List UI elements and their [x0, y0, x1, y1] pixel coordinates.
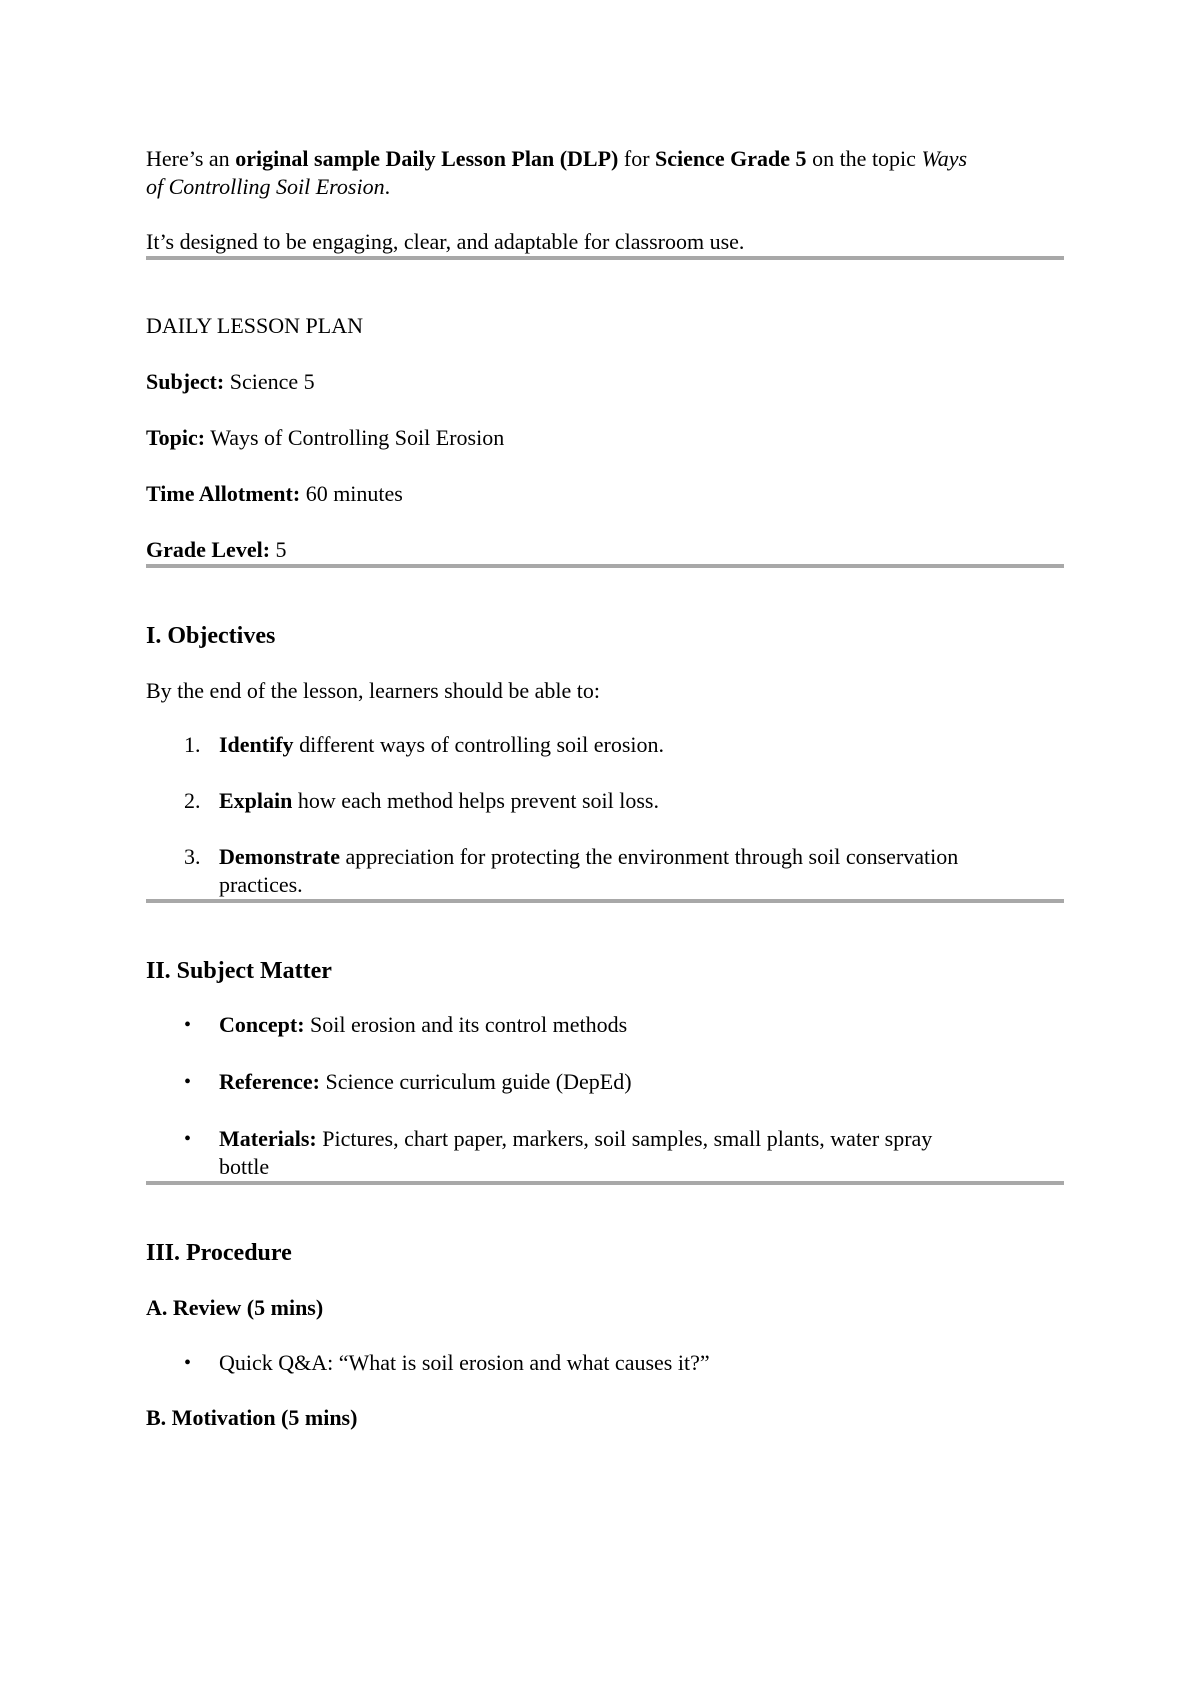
- subject-matter-list: [146, 1011, 1064, 1181]
- intro-italic-topic: Ways: [921, 146, 968, 171]
- section-heading-objectives: I. Objectives: [146, 623, 276, 649]
- plan-field-grade-level: [146, 536, 1064, 564]
- intro-bold-dlp: original sample Daily Lesson Plan (DLP): [235, 146, 619, 171]
- intro-text: on the topic: [806, 146, 922, 171]
- list-item: [146, 1349, 1064, 1377]
- list-item: [146, 787, 1064, 815]
- item-label: Concept:: [219, 1012, 305, 1037]
- horizontal-divider: [146, 256, 1064, 260]
- objective-text: different ways of controlling soil erosion.: [293, 732, 665, 757]
- field-value: Ways of Controlling Soil Erosion: [205, 425, 505, 450]
- objective-verb: Explain: [219, 788, 293, 813]
- list-number: 3.: [184, 844, 201, 869]
- intro-italic-topic: of Controlling Soil Erosion: [146, 174, 385, 199]
- item-label: Materials:: [219, 1126, 317, 1151]
- bullet-icon: •: [184, 1352, 192, 1374]
- field-label: Topic:: [146, 425, 206, 450]
- bullet-icon: •: [184, 1014, 192, 1036]
- review-list: [146, 1349, 1064, 1377]
- plan-field-subject: [146, 368, 1064, 396]
- intro-text: Here’s an: [146, 146, 236, 171]
- subsection-heading-motivation: B. Motivation (5 mins): [146, 1405, 358, 1430]
- list-item: [146, 843, 1064, 899]
- objectives-list: [146, 731, 1064, 899]
- objective-text: appreciation for protecting the environment through soil conservation: [339, 844, 959, 869]
- field-label: Subject:: [146, 369, 225, 394]
- field-value: Science 5: [224, 369, 315, 394]
- field-label: Grade Level:: [146, 537, 271, 562]
- document-page: [146, 145, 1064, 1432]
- plan-field-topic: [146, 424, 1064, 452]
- horizontal-divider: [146, 564, 1064, 568]
- objectives-intro: By the end of the lesson, learners should be able to:: [146, 678, 600, 703]
- field-label: Time Allotment:: [146, 481, 301, 506]
- bullet-icon: •: [184, 1071, 192, 1093]
- section-heading-procedure: III. Procedure: [146, 1240, 292, 1266]
- intro-paragraph-2: It’s designed to be engaging, clear, and adaptable for classroom use.: [146, 229, 745, 254]
- objective-text: how each method helps prevent soil loss.: [292, 788, 659, 813]
- plan-field-time-allotment: [146, 480, 1064, 508]
- field-value: 5: [270, 537, 287, 562]
- field-value: 60 minutes: [300, 481, 403, 506]
- bullet-icon: •: [184, 1128, 192, 1150]
- list-item: [146, 1068, 1064, 1096]
- section-heading-subject-matter: II. Subject Matter: [146, 958, 332, 984]
- item-text: bottle: [219, 1154, 270, 1179]
- plan-title: DAILY LESSON PLAN: [146, 313, 363, 338]
- horizontal-divider: [146, 1181, 1064, 1185]
- list-item: [146, 1125, 1064, 1181]
- list-number: 2.: [184, 788, 201, 813]
- list-item: [146, 731, 1064, 759]
- objective-verb: Identify: [219, 732, 294, 757]
- item-text: Science curriculum guide (DepEd): [319, 1069, 632, 1094]
- list-number: 1.: [184, 732, 201, 757]
- objective-verb: Demonstrate: [219, 844, 340, 869]
- list-item: [146, 1011, 1064, 1039]
- subsection-heading-review: A. Review (5 mins): [146, 1295, 324, 1320]
- item-label: Reference:: [219, 1069, 320, 1094]
- objective-text: practices.: [219, 872, 303, 897]
- item-text: Soil erosion and its control methods: [304, 1012, 628, 1037]
- item-text: Quick Q&A: “What is soil erosion and what causes it?”: [219, 1350, 710, 1375]
- intro-text: for: [618, 146, 656, 171]
- intro-bold-grade: Science Grade 5: [655, 146, 807, 171]
- horizontal-divider: [146, 899, 1064, 903]
- intro-text: .: [384, 174, 391, 199]
- item-text: Pictures, chart paper, markers, soil samples, small plants, water spray: [316, 1126, 933, 1151]
- intro-paragraph: [146, 145, 1064, 201]
